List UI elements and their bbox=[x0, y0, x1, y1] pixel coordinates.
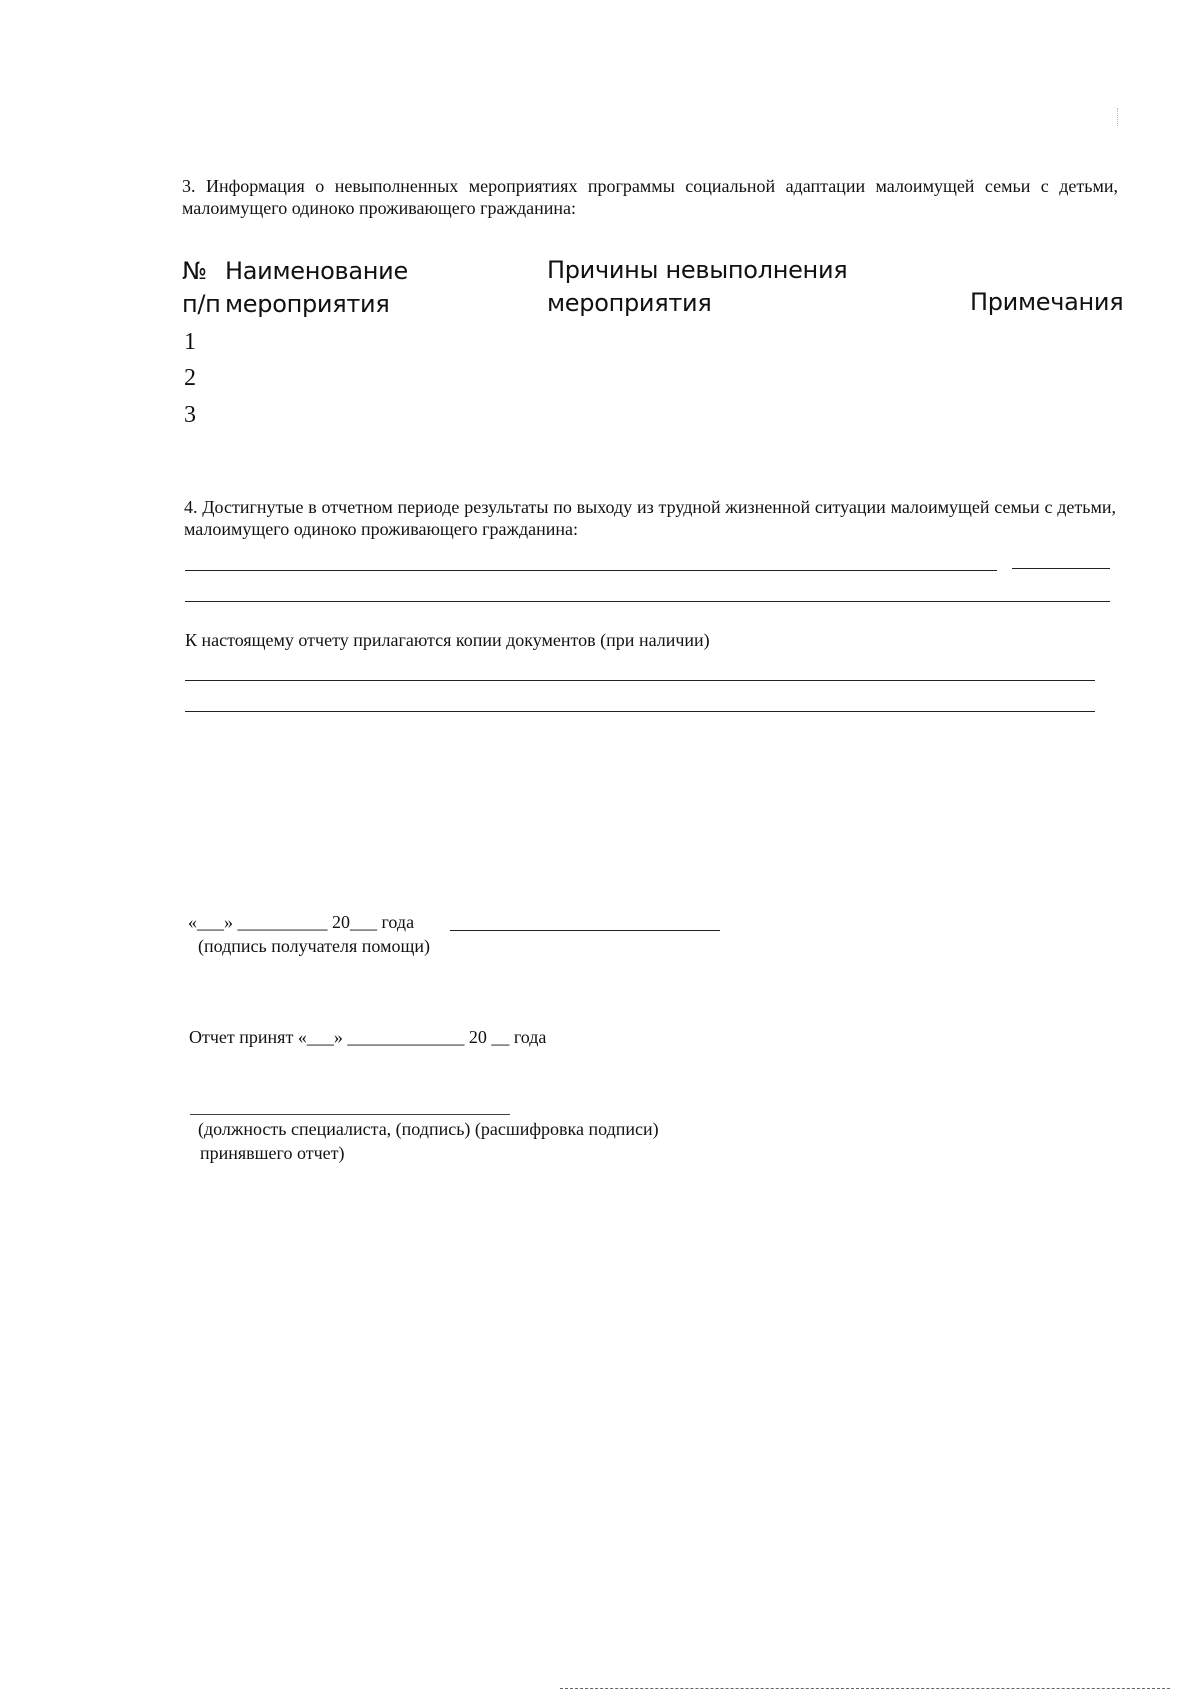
table-row-number: 3 bbox=[184, 402, 196, 428]
specialist-signature-line[interactable] bbox=[190, 1114, 510, 1115]
table-header-notes: Примечания bbox=[970, 288, 1124, 316]
table-header-reason-line2: мероприятия bbox=[547, 289, 712, 317]
result-blank-line[interactable] bbox=[185, 601, 1110, 602]
section-4-text: 4. Достигнутые в отчетном периоде результаты по выходу из трудной жизненной ситуации малоимущей семьи с детьми, малоимущего одиноко проживающего гражданина: bbox=[184, 497, 1116, 539]
recipient-signature-line[interactable] bbox=[450, 930, 720, 931]
result-blank-line[interactable] bbox=[1012, 568, 1110, 569]
attachments-blank-line[interactable] bbox=[185, 711, 1095, 712]
attachments-text: К настоящему отчету прилагаются копии документов (при наличии) bbox=[185, 630, 710, 650]
table-row-number: 1 bbox=[184, 329, 196, 355]
scan-artifact-line bbox=[560, 1688, 1170, 1689]
specialist-caption-line1: (должность специалиста, (подпись) (расшифровка подписи) bbox=[198, 1119, 659, 1139]
table-row-number: 2 bbox=[184, 365, 196, 391]
attachments-blank-line[interactable] bbox=[185, 680, 1095, 681]
header-pp-label: п/п bbox=[182, 290, 221, 318]
acceptance-line: Отчет принят «___» _____________ 20 __ года bbox=[189, 1027, 547, 1047]
result-blank-line[interactable] bbox=[185, 570, 997, 571]
table-header-no-pp bbox=[182, 288, 221, 320]
recipient-date-line: «___» __________ 20___ года bbox=[188, 912, 415, 932]
table-header-no bbox=[182, 255, 207, 287]
section-3-text: 3. Информация о невыполненных мероприятиях программы социальной адаптации малоимущей семьи с детьми, малоимущего одиноко проживающего гражданина: bbox=[182, 176, 1118, 218]
specialist-caption-line2: принявшего отчет) bbox=[200, 1143, 345, 1163]
table-header-name-line1: Наименование bbox=[225, 257, 408, 285]
table-header-reason-line1: Причины невыполнения bbox=[547, 256, 848, 284]
header-no-symbol: № bbox=[182, 257, 207, 285]
recipient-signature-caption: (подпись получателя помощи) bbox=[198, 936, 430, 956]
scan-artifact-dot bbox=[1117, 108, 1119, 126]
table-header-name-line2: мероприятия bbox=[225, 290, 390, 318]
